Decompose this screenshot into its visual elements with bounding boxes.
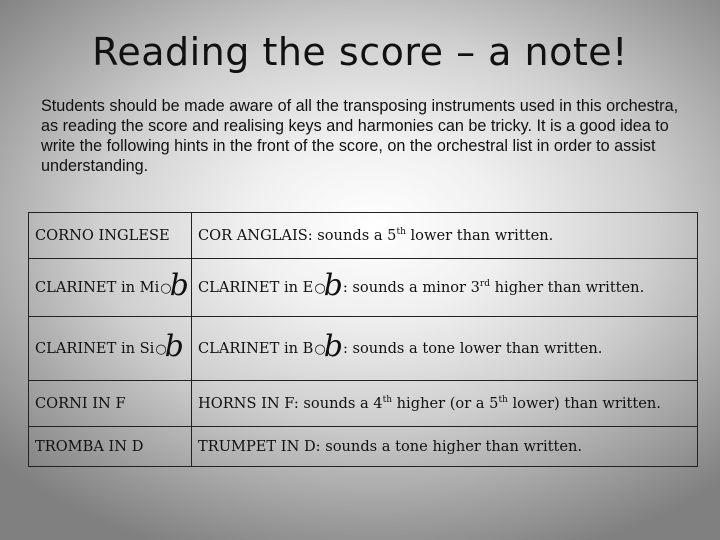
intro-paragraph: Students should be made aware of all the transposing instruments used in this orchestra, as reading the score and realising keys and harmonies can be tricky. It is a good idea to write the following hints in the front of the score, on the orchestral list in order to assist understanding. bbox=[41, 97, 679, 175]
table-row-clarinet-si bbox=[29, 317, 698, 381]
slide-title: Reading the score – a note! bbox=[92, 30, 628, 74]
english-name-cell bbox=[192, 259, 698, 317]
flat-symbol-icon: b bbox=[169, 268, 189, 303]
description-text: higher (or a 5 bbox=[392, 395, 499, 412]
english-name-cell bbox=[192, 317, 698, 381]
ordinal-suffix: th bbox=[396, 227, 406, 237]
flat-symbol-icon: b bbox=[323, 268, 343, 303]
italian-name: CORNI IN F bbox=[35, 395, 126, 412]
italian-name: CLARINET in Si bbox=[35, 340, 155, 357]
circle-symbol: ○ bbox=[314, 342, 326, 357]
transposing-instruments-table bbox=[28, 212, 698, 467]
italian-name-cell bbox=[29, 381, 192, 427]
description-text: TRUMPET IN D: sounds a tone higher than written. bbox=[198, 438, 583, 455]
italian-name-cell bbox=[29, 259, 192, 317]
english-name-cell bbox=[192, 381, 698, 427]
flat-symbol-icon: b bbox=[164, 329, 184, 364]
table-row-corno-inglese bbox=[29, 213, 698, 259]
circle-symbol: ○ bbox=[155, 342, 167, 357]
description-text: higher than written. bbox=[489, 279, 645, 296]
table-row-corni bbox=[29, 381, 698, 427]
italian-name-cell bbox=[29, 213, 192, 259]
description-text: : sounds a tone lower than written. bbox=[342, 340, 603, 357]
english-name-cell bbox=[192, 213, 698, 259]
description-text: lower than written. bbox=[405, 227, 554, 244]
english-name-cell bbox=[192, 427, 698, 467]
ordinal-suffix: rd bbox=[479, 279, 490, 289]
italian-name: CORNO INGLESE bbox=[35, 227, 170, 244]
description-text: HORNS IN F: sounds a 4 bbox=[198, 395, 383, 412]
circle-symbol: ○ bbox=[160, 281, 172, 296]
description-text: lower) than written. bbox=[507, 395, 661, 412]
italian-name-cell bbox=[29, 427, 192, 467]
description-text: CLARINET in E bbox=[198, 279, 314, 296]
table-row-clarinet-mi bbox=[29, 259, 698, 317]
description-text: CLARINET in B bbox=[198, 340, 314, 357]
description-text: : sounds a minor 3 bbox=[342, 279, 480, 296]
description-text: COR ANGLAIS: sounds a 5 bbox=[198, 227, 397, 244]
table-row-tromba bbox=[29, 427, 698, 467]
circle-symbol: ○ bbox=[314, 281, 326, 296]
ordinal-suffix: th bbox=[382, 395, 393, 405]
italian-name: TROMBA IN D bbox=[35, 438, 144, 455]
italian-name-cell bbox=[29, 317, 192, 381]
italian-name: CLARINET in Mi bbox=[35, 279, 160, 296]
ordinal-suffix: th bbox=[498, 395, 508, 405]
flat-symbol-icon: b bbox=[323, 329, 343, 364]
